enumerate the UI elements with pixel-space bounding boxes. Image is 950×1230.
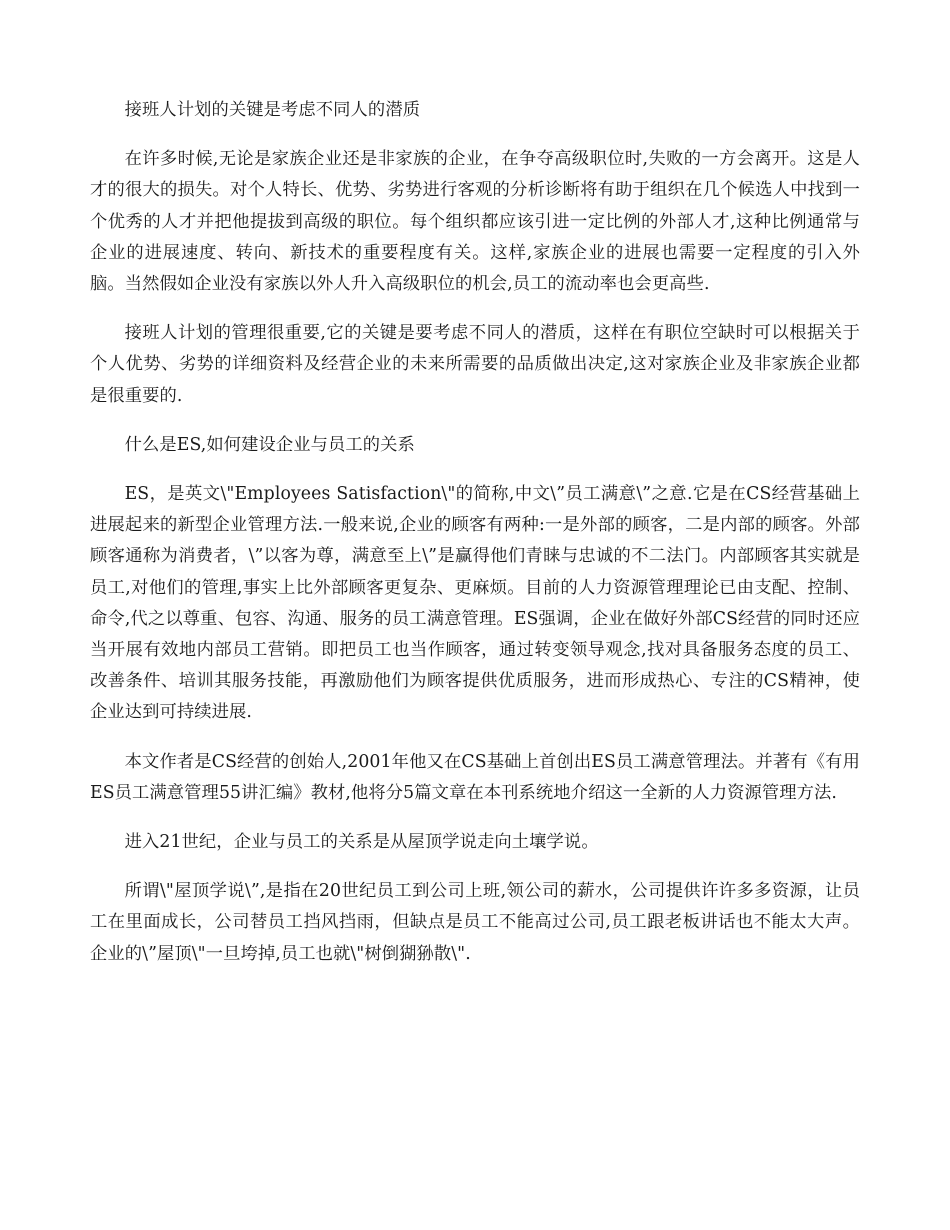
document-page bbox=[90, 95, 860, 988]
paragraph-heading-es: 什么是ES,如何建设企业与员工的关系 bbox=[124, 434, 415, 455]
paragraph-roof-theory: 所谓\"屋顶学说\”,是指在20世纪员工到公司上班,领公司的薪水，公司提供许许多多资源，让员工在里面成长，公司替员工挡风挡雨，但缺点是员工不能高过公司,员工跟老板讲话也不能太大声。企业的\”屋顶\"一旦垮掉,员工也就\"树倒猢狲散\". bbox=[90, 881, 860, 964]
paragraph-talent-loss: 在许多时候,无论是家族企业还是非家族的企业，在争夺高级职位时,失败的一方会离开。这是人才的很大的损失。对个人特长、优势、劣势进行客观的分析诊断将有助于组织在几个候选人中找到一个优秀的人才并把他提拔到高级的职位。每个组织都应该引进一定比例的外部人才,这种比例通常与企业的进展速度、转向、新技术的重要程度有关。这样,家族企业的进展也需要一定程度的引入外脑。当然假如企业没有家族以外人升入高级职位的机会,员工的流动率也会更高些. bbox=[90, 149, 860, 295]
paragraph-succession-management: 接班人计划的管理很重要,它的关键是要考虑不同人的潜质，这样在有职位空缺时可以根据关于个人优势、劣势的详细资料及经营企业的未来所需要的品质做出决定,这对家族企业及非家族企业都是很重要的. bbox=[90, 323, 860, 406]
paragraph-author-intro: 本文作者是CS经营的创始人,2001年他又在CS基础上首创出ES员工满意管理法。并著有《有用ES员工满意管理55讲汇编》教材,他将分5篇文章在本刊系统地介绍这一全新的人力资源管理方法. bbox=[90, 751, 860, 803]
paragraph-heading-succession: 接班人计划的关键是考虑不同人的潜质 bbox=[124, 100, 421, 120]
paragraph-21st-century: 进入21世纪，企业与员工的关系是从屋顶学说走向土壤学说。 bbox=[124, 832, 599, 853]
paragraph-es-definition: ES，是英文\"Employees Satisfaction\"的简称,中文\”员工满意\”之意.它是在CS经营基础上进展起来的新型企业管理方法.一般来说,企业的顾客有两种:一是外部的顾客，二是内部的顾客。外部顾客通称为消费者，\”以客为尊，满意至上\”是赢得他们青睐与忠诚的不二法门。内部顾客其实就是员工,对他们的管理,事实上比外部顾客更复杂、更麻烦。目前的人力资源管理理论已由支配、控制、命令,代之以尊重、包容、沟通、服务的员工满意管理。ES强调，企业在做好外部CS经营的同时还应当开展有效地内部员工营销。即把员工也当作顾客，通过转变领导观念,找对具备服务态度的员工、改善条件、培训其服务技能，再激励他们为顾客提供优质服务，进而形成热心、专注的CS精神，使企业达到可持续进展. bbox=[90, 484, 860, 723]
